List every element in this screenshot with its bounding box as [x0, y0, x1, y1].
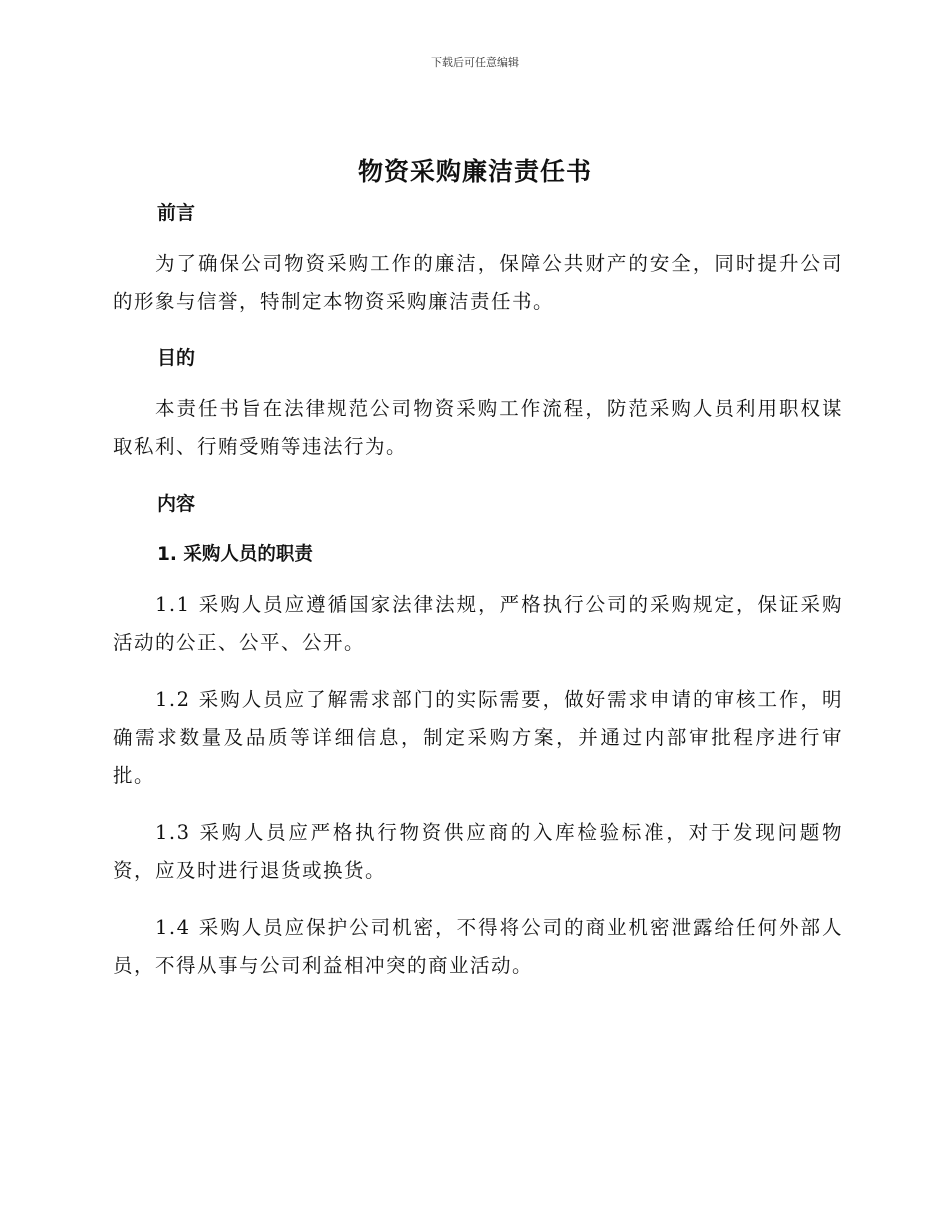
- section-heading-content: 内容: [157, 493, 196, 515]
- sub-heading-duties: 1. 采购人员的职责: [157, 544, 313, 565]
- paragraph-item-1-1: 1.1 采购人员应遵循国家法律法规，严格执行公司的采购规定，保证采购活动的公正、公平、公开。: [113, 593, 843, 654]
- document-title: 物资采购廉洁责任书: [357, 157, 592, 186]
- section-heading-preface: 前言: [157, 202, 196, 224]
- paragraph-purpose: 本责任书旨在法律规范公司物资采购工作流程，防范采购人员利用职权谋取私利、行贿受贿等违法行为。: [113, 397, 843, 458]
- page-header-note: 下载后可任意编辑: [431, 56, 519, 69]
- paragraph-preface: 为了确保公司物资采购工作的廉洁，保障公共财产的安全，同时提升公司的形象与信誉，特制定本物资采购廉洁责任书。: [113, 252, 843, 313]
- paragraph-item-1-2: 1.2 采购人员应了解需求部门的实际需要，做好需求申请的审核工作，明确需求数量及品质等详细信息，制定采购方案，并通过内部审批程序进行审批。: [113, 688, 843, 787]
- paragraph-item-1-4: 1.4 采购人员应保护公司机密，不得将公司的商业机密泄露给任何外部人员，不得从事与公司利益相冲突的商业活动。: [113, 916, 843, 977]
- paragraph-item-1-3: 1.3 采购人员应严格执行物资供应商的入库检验标准，对于发现问题物资，应及时进行退货或换货。: [113, 821, 843, 882]
- section-heading-purpose: 目的: [157, 347, 196, 369]
